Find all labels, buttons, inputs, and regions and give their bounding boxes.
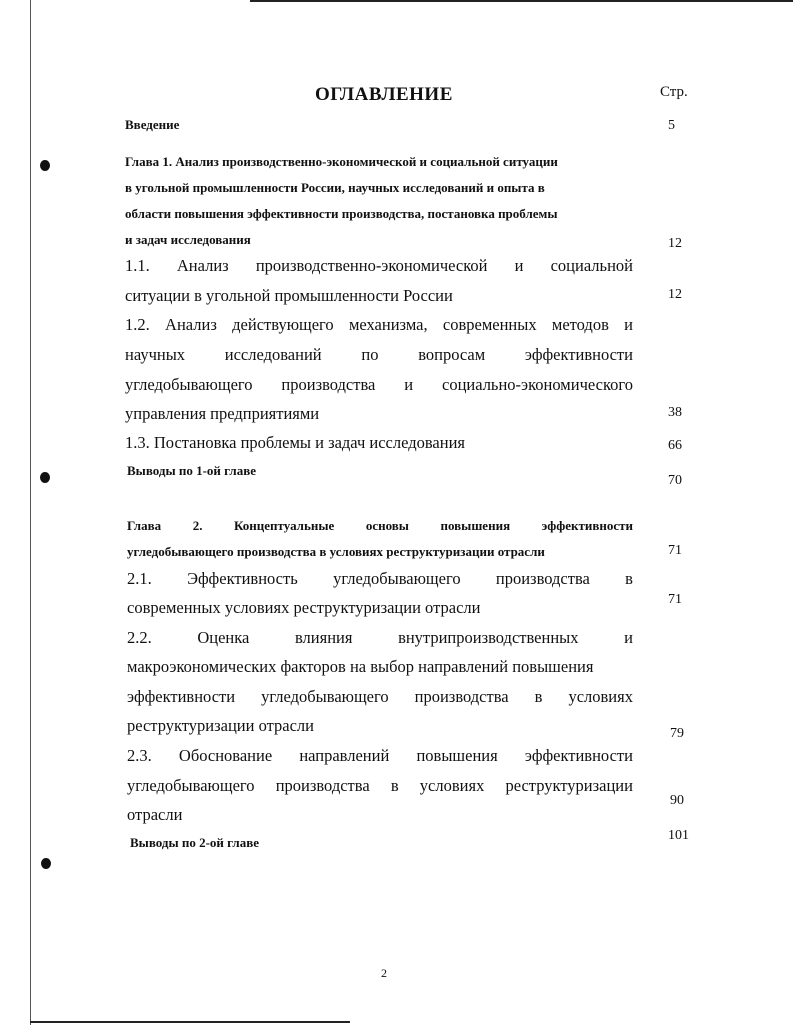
- section-2-2-line: реструктуризации отрасли: [127, 716, 314, 735]
- chapter1-line: области повышения эффективности производства, постановка проблемы: [125, 206, 558, 221]
- chapter1-line: Глава 1. Анализ производственно-экономической и социальной ситуации: [125, 154, 558, 169]
- section-1-2-line: научных исследований по вопросам эффективности: [125, 345, 633, 364]
- conclusions-chapter2: Выводы по 2-ой главе: [130, 835, 259, 850]
- toc-page-chapter2: 71: [668, 543, 682, 558]
- toc-page-intro: 5: [668, 118, 675, 133]
- toc-page-2-1: 71: [668, 592, 682, 607]
- toc-page-2-2: 79: [670, 726, 684, 741]
- chapter1-line: в угольной промышленности России, научных исследований и опыта в: [125, 180, 545, 195]
- section-1-2-line: 1.2. Анализ действующего механизма, современных методов и: [125, 315, 633, 334]
- scan-left-border: [30, 0, 31, 1025]
- section-2-1-line: 2.1. Эффективность угледобывающего производства в: [127, 569, 633, 588]
- section-2-2-line: эффективности угледобывающего производства в условиях: [127, 687, 633, 706]
- conclusions-chapter1: Выводы по 1-ой главе: [127, 463, 256, 478]
- section-2-1-line: современных условиях реструктуризации отрасли: [127, 598, 481, 617]
- chapter2-line: угледобывающего производства в условиях реструктуризации отрасли: [127, 544, 545, 559]
- toc-page-1-2: 38: [668, 405, 682, 420]
- toc-page-2-3: 90: [670, 793, 684, 808]
- section-2-2-line: макроэкономических факторов на выбор направлений повышения: [127, 657, 594, 676]
- section-1-2-line: угледобывающего производства и социально-экономического: [125, 375, 633, 394]
- toc-page-chapter1: 12: [668, 236, 682, 251]
- scan-top-border: [250, 0, 793, 2]
- section-2-2-line: 2.2. Оценка влияния внутрипроизводственных и: [127, 628, 633, 647]
- toc-page-conclusions1: 70: [668, 473, 682, 488]
- toc-entry-intro: Введение: [125, 117, 180, 132]
- page-number: 2: [381, 966, 387, 980]
- section-1-2-line: управления предприятиями: [125, 404, 320, 423]
- binding-hole-2: [40, 472, 50, 483]
- toc-page-1-3: 66: [668, 438, 682, 453]
- section-2-3-line: 2.3. Обоснование направлений повышения эффективности: [127, 746, 633, 765]
- scan-bottom-border: [30, 1021, 350, 1023]
- binding-hole-3: [41, 858, 51, 869]
- page-column-header: Стр.: [660, 84, 688, 100]
- chapter1-line: и задач исследования: [125, 232, 251, 247]
- toc-page-conclusions2: 101: [668, 828, 689, 843]
- toc-page-1-1: 12: [668, 287, 682, 302]
- binding-hole-1: [40, 160, 50, 171]
- chapter2-line: Глава 2. Концептуальные основы повышения эффективности: [127, 518, 633, 533]
- section-1-1-line: 1.1. Анализ производственно-экономической и социальной: [125, 256, 633, 275]
- section-2-3-line: угледобывающего производства в условиях реструктуризации: [127, 776, 633, 795]
- section-1-3-line: 1.3. Постановка проблемы и задач исследования: [125, 433, 466, 452]
- section-1-1-line: ситуации в угольной промышленности России: [125, 286, 453, 305]
- section-2-3-line: отрасли: [127, 805, 183, 824]
- toc-title: ОГЛАВЛЕНИЕ: [315, 84, 453, 105]
